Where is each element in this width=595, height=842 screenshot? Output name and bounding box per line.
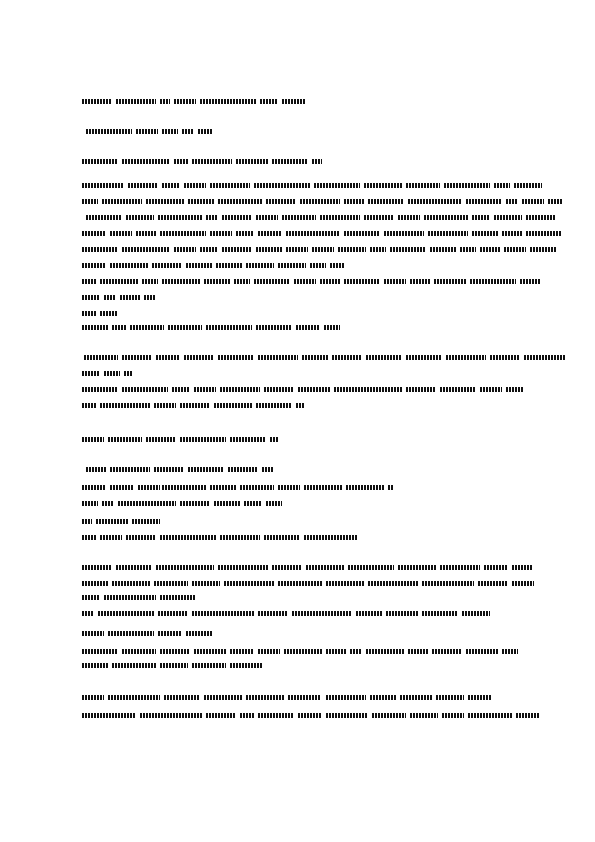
illegible-word	[484, 565, 508, 570]
illegible-word	[400, 695, 432, 700]
illegible-word	[526, 231, 562, 236]
illegible-word	[466, 649, 498, 654]
illegible-word	[144, 295, 156, 300]
illegible-word	[146, 199, 184, 204]
illegible-word	[160, 535, 216, 540]
illegible-word	[526, 215, 556, 220]
illegible-word	[398, 565, 436, 570]
illegible-word	[160, 649, 190, 654]
illegible-word	[370, 247, 386, 252]
illegible-word	[240, 713, 254, 718]
illegible-word	[258, 611, 288, 616]
illegible-word	[246, 263, 274, 268]
illegible-word	[158, 631, 182, 636]
illegible-word	[424, 215, 468, 220]
illegible-word	[194, 649, 226, 654]
illegible-word	[174, 247, 196, 252]
illegible-word	[370, 695, 396, 700]
illegible-word	[112, 581, 150, 586]
illegible-word	[278, 263, 306, 268]
illegible-word	[152, 263, 182, 268]
illegible-word	[368, 581, 418, 586]
illegible-word	[422, 581, 474, 586]
illegible-word	[334, 387, 402, 392]
illegible-word	[346, 485, 384, 490]
illegible-word	[82, 501, 98, 506]
illegible-word	[160, 231, 206, 236]
illegible-word	[82, 565, 112, 570]
illegible-word	[180, 501, 210, 506]
illegible-word	[82, 295, 100, 300]
illegible-word	[156, 355, 180, 360]
illegible-word	[430, 247, 456, 252]
illegible-word	[294, 279, 316, 284]
illegible-word	[266, 199, 296, 204]
illegible-word	[466, 199, 502, 204]
illegible-word	[490, 355, 520, 360]
illegible-word	[192, 663, 226, 668]
illegible-word	[502, 649, 518, 654]
illegible-word	[266, 501, 282, 506]
illegible-word	[326, 695, 366, 700]
illegible-word	[82, 263, 106, 268]
illegible-word	[282, 99, 306, 104]
illegible-word	[184, 355, 214, 360]
illegible-word	[344, 231, 380, 236]
illegible-word	[326, 581, 364, 586]
illegible-word	[188, 199, 214, 204]
illegible-word	[408, 199, 462, 204]
illegible-word	[312, 159, 322, 164]
illegible-word	[112, 325, 126, 330]
illegible-word	[82, 279, 96, 284]
illegible-word	[110, 485, 134, 490]
illegible-word	[480, 247, 500, 252]
illegible-word	[210, 231, 232, 236]
illegible-word	[200, 99, 256, 104]
illegible-word	[82, 581, 108, 586]
illegible-word	[206, 215, 218, 220]
illegible-word	[98, 611, 154, 616]
illegible-word	[240, 485, 274, 490]
illegible-word	[156, 565, 214, 570]
illegible-word	[82, 713, 136, 718]
illegible-word	[304, 485, 342, 490]
illegible-word	[82, 387, 118, 392]
illegible-word	[470, 279, 516, 284]
illegible-word	[258, 355, 298, 360]
illegible-word	[174, 99, 196, 104]
illegible-word	[82, 611, 94, 616]
illegible-word	[236, 231, 254, 236]
illegible-word	[348, 565, 394, 570]
illegible-word	[82, 159, 118, 164]
illegible-word	[512, 565, 532, 570]
illegible-word	[224, 581, 274, 586]
illegible-word	[236, 159, 268, 164]
illegible-word	[298, 387, 330, 392]
illegible-word	[388, 485, 394, 490]
illegible-word	[320, 279, 340, 284]
illegible-word	[84, 355, 118, 360]
illegible-word	[154, 467, 184, 472]
illegible-word	[254, 183, 310, 188]
illegible-word	[504, 247, 526, 252]
illegible-word	[146, 437, 176, 442]
illegible-word	[126, 215, 154, 220]
illegible-word	[278, 581, 322, 586]
illegible-word	[82, 485, 106, 490]
illegible-word	[108, 631, 154, 636]
illegible-word	[104, 595, 156, 600]
illegible-word	[330, 263, 344, 268]
illegible-word	[100, 535, 122, 540]
illegible-word	[366, 649, 404, 654]
illegible-word	[310, 263, 326, 268]
illegible-word	[286, 247, 308, 252]
illegible-word	[478, 581, 508, 586]
illegible-word	[82, 595, 100, 600]
illegible-word	[264, 535, 300, 540]
illegible-word	[82, 183, 124, 188]
illegible-word	[258, 649, 280, 654]
illegible-word	[494, 183, 510, 188]
illegible-word	[472, 231, 498, 236]
illegible-word	[320, 215, 360, 220]
illegible-word	[160, 99, 170, 104]
illegible-word	[324, 325, 340, 330]
illegible-word	[186, 631, 212, 636]
illegible-word	[442, 713, 464, 718]
illegible-word	[440, 565, 480, 570]
illegible-word	[272, 159, 308, 164]
illegible-word	[216, 263, 242, 268]
illegible-word	[104, 371, 120, 376]
illegible-word	[468, 713, 512, 718]
illegible-word	[220, 535, 260, 540]
illegible-word	[220, 387, 260, 392]
illegible-word	[82, 311, 96, 316]
illegible-word	[82, 403, 96, 408]
illegible-word	[210, 485, 236, 490]
illegible-word	[168, 325, 202, 330]
illegible-word	[246, 695, 284, 700]
illegible-word	[110, 231, 132, 236]
illegible-word	[108, 695, 160, 700]
illegible-word	[288, 695, 320, 700]
illegible-word	[230, 437, 266, 442]
illegible-word	[292, 611, 352, 616]
illegible-word	[256, 325, 292, 330]
illegible-word	[506, 387, 524, 392]
illegible-word	[192, 581, 220, 586]
illegible-word	[116, 99, 156, 104]
illegible-word	[356, 611, 382, 616]
illegible-word	[160, 595, 196, 600]
illegible-word	[122, 355, 152, 360]
illegible-word	[154, 403, 176, 408]
illegible-word	[364, 183, 402, 188]
illegible-word	[410, 713, 438, 718]
illegible-word	[256, 247, 282, 252]
illegible-word	[102, 501, 114, 506]
illegible-word	[116, 565, 152, 570]
illegible-word	[162, 183, 180, 188]
illegible-word	[350, 649, 362, 654]
illegible-word	[286, 231, 340, 236]
illegible-word	[472, 215, 490, 220]
illegible-word	[164, 695, 200, 700]
illegible-word	[244, 501, 262, 506]
illegible-word	[82, 535, 96, 540]
illegible-word	[128, 183, 158, 188]
illegible-word	[222, 215, 252, 220]
illegible-word	[364, 215, 394, 220]
illegible-word	[300, 199, 340, 204]
illegible-word	[100, 279, 138, 284]
illegible-word	[436, 695, 464, 700]
illegible-word	[126, 535, 156, 540]
illegible-word	[162, 279, 200, 284]
illegible-word	[132, 519, 160, 524]
illegible-word	[122, 649, 156, 654]
illegible-notice	[0, 0, 1, 1]
illegible-word	[180, 403, 210, 408]
illegible-word	[306, 565, 344, 570]
illegible-word	[312, 247, 334, 252]
illegible-word	[302, 355, 328, 360]
illegible-word	[258, 713, 294, 718]
illegible-word	[184, 183, 206, 188]
illegible-word	[468, 695, 492, 700]
illegible-word	[278, 485, 300, 490]
illegible-word	[368, 199, 404, 204]
illegible-word	[494, 215, 522, 220]
illegible-word	[180, 437, 226, 442]
illegible-word	[520, 279, 540, 284]
illegible-word	[254, 279, 290, 284]
illegible-word	[398, 215, 420, 220]
illegible-word	[198, 129, 212, 134]
illegible-word	[100, 403, 150, 408]
illegible-word	[122, 387, 168, 392]
illegible-word	[192, 611, 254, 616]
illegible-word	[230, 663, 262, 668]
illegible-word	[260, 99, 278, 104]
illegible-word	[480, 387, 502, 392]
illegible-word	[262, 467, 274, 472]
illegible-word	[82, 325, 108, 330]
illegible-word	[258, 231, 282, 236]
illegible-word	[548, 199, 562, 204]
illegible-word	[296, 403, 304, 408]
illegible-word	[366, 355, 402, 360]
illegible-word	[108, 437, 142, 442]
illegible-word	[514, 183, 542, 188]
illegible-word	[524, 355, 566, 360]
illegible-word	[158, 611, 188, 616]
illegible-word	[174, 159, 188, 164]
illegible-word	[304, 535, 358, 540]
illegible-word	[86, 215, 122, 220]
illegible-word	[386, 611, 418, 616]
illegible-word	[298, 713, 322, 718]
illegible-word	[272, 565, 302, 570]
illegible-word	[186, 263, 212, 268]
illegible-word	[384, 279, 406, 284]
illegible-word	[122, 159, 170, 164]
illegible-word	[82, 99, 112, 104]
illegible-word	[200, 247, 218, 252]
illegible-word	[172, 387, 190, 392]
illegible-word	[82, 199, 98, 204]
illegible-word	[158, 215, 202, 220]
illegible-word	[502, 231, 522, 236]
illegible-word	[256, 215, 278, 220]
illegible-word	[136, 231, 156, 236]
illegible-word	[192, 159, 232, 164]
illegible-word	[406, 387, 436, 392]
illegible-word	[142, 279, 158, 284]
illegible-word	[122, 247, 170, 252]
illegible-word	[162, 485, 206, 490]
illegible-word	[86, 467, 106, 472]
illegible-word	[100, 311, 118, 316]
illegible-word	[460, 247, 476, 252]
illegible-word	[214, 403, 252, 408]
illegible-word	[96, 519, 128, 524]
illegible-word	[218, 355, 254, 360]
illegible-word	[228, 467, 258, 472]
illegible-word	[516, 713, 540, 718]
illegible-word	[296, 325, 320, 330]
illegible-word	[102, 199, 142, 204]
illegible-word	[344, 279, 380, 284]
illegible-word	[384, 231, 424, 236]
illegible-word	[138, 485, 160, 490]
illegible-word	[234, 279, 250, 284]
illegible-word	[440, 387, 476, 392]
illegible-word	[326, 649, 346, 654]
illegible-word	[422, 611, 458, 616]
illegible-word	[434, 279, 466, 284]
illegible-word	[406, 355, 442, 360]
illegible-word	[82, 437, 104, 442]
illegible-word	[210, 183, 250, 188]
illegible-word	[214, 501, 240, 506]
illegible-word	[428, 231, 468, 236]
illegible-word	[194, 387, 216, 392]
illegible-word	[82, 631, 104, 636]
illegible-word	[204, 695, 242, 700]
illegible-word	[188, 467, 224, 472]
illegible-word	[390, 247, 426, 252]
illegible-word	[522, 199, 544, 204]
illegible-word	[432, 649, 462, 654]
illegible-word	[130, 325, 164, 330]
illegible-word	[444, 183, 490, 188]
illegible-word	[182, 129, 194, 134]
illegible-word	[206, 325, 252, 330]
illegible-word	[218, 199, 262, 204]
illegible-word	[110, 467, 150, 472]
illegible-word	[264, 387, 294, 392]
illegible-word	[82, 247, 118, 252]
illegible-word	[372, 713, 406, 718]
illegible-word	[230, 649, 254, 654]
illegible-word	[204, 279, 230, 284]
illegible-word	[270, 437, 278, 442]
illegible-word	[446, 355, 486, 360]
illegible-word	[140, 713, 202, 718]
illegible-word	[118, 501, 176, 506]
illegible-word	[222, 247, 252, 252]
illegible-word	[124, 371, 132, 376]
illegible-word	[344, 199, 364, 204]
illegible-word	[338, 247, 366, 252]
illegible-word	[82, 231, 106, 236]
illegible-word	[206, 713, 236, 718]
illegible-word	[314, 183, 360, 188]
illegible-word	[110, 263, 148, 268]
illegible-word	[160, 663, 188, 668]
illegible-word	[154, 581, 188, 586]
illegible-word	[218, 565, 268, 570]
illegible-word	[408, 649, 428, 654]
illegible-word	[326, 713, 368, 718]
illegible-word	[82, 371, 100, 376]
illegible-word	[512, 581, 534, 586]
illegible-word	[112, 663, 156, 668]
illegible-word	[82, 649, 118, 654]
illegible-word	[332, 355, 362, 360]
illegible-word	[136, 129, 158, 134]
illegible-word	[410, 279, 430, 284]
illegible-word	[82, 695, 104, 700]
illegible-word	[82, 519, 92, 524]
illegible-word	[86, 129, 132, 134]
illegible-word	[256, 403, 292, 408]
illegible-word	[104, 295, 116, 300]
illegible-word	[530, 247, 556, 252]
illegible-word	[120, 295, 140, 300]
illegible-word	[162, 129, 178, 134]
illegible-word	[406, 183, 440, 188]
illegible-word	[282, 215, 316, 220]
illegible-word	[82, 663, 108, 668]
illegible-word	[462, 611, 490, 616]
illegible-word	[284, 649, 322, 654]
illegible-word	[506, 199, 518, 204]
